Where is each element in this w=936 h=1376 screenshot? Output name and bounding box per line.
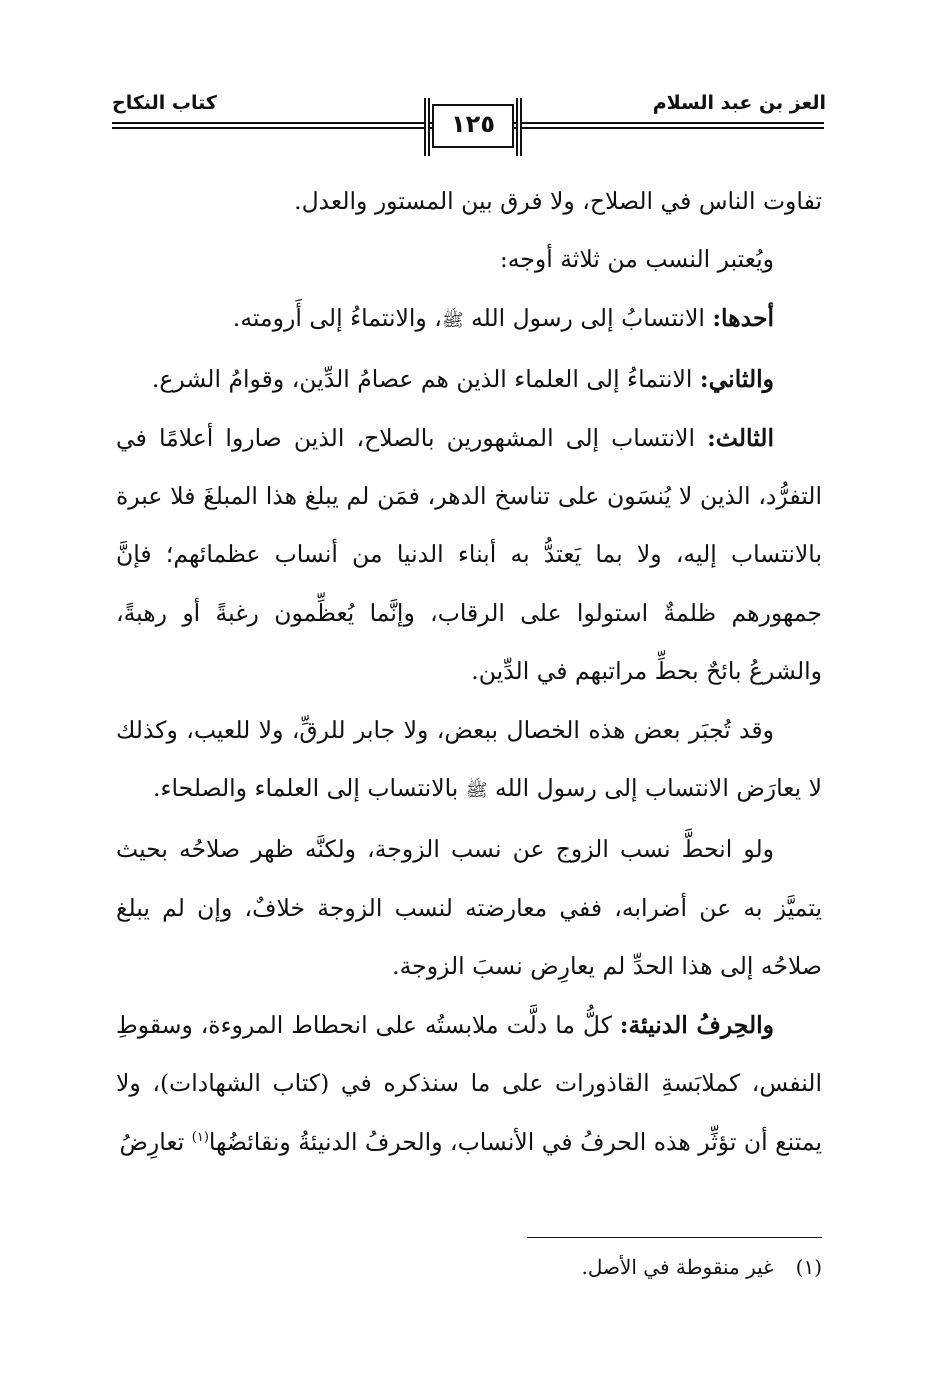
body-text	[116, 172, 822, 1171]
paragraph-6-text-a: وقد تُجبَر بعض هذه الخصال ببعض، ولا جابر للرقِّ، ولا للعيب، وكذلك لا يعارَض الانتساب إلى رسول الله	[116, 715, 822, 803]
page-number-frame	[432, 104, 514, 148]
page-number: ١٢٥	[451, 110, 495, 138]
header-chapter: كتاب النكاح	[112, 92, 217, 114]
paragraph-6-text-b: بالانتساب إلى العلماء والصلحاء.	[152, 774, 459, 803]
paragraph-5-label: الثالث:	[707, 423, 774, 452]
honorific-symbol: ﷺ	[465, 780, 488, 802]
footnote-reference: (١)	[191, 1129, 209, 1145]
paragraph-4-label: والثاني:	[699, 365, 774, 394]
paragraph-6	[116, 701, 822, 821]
paragraph-3	[116, 289, 822, 350]
paragraph-5	[116, 409, 822, 701]
footnote-text: غير منقوطة في الأصل.	[581, 1255, 774, 1279]
paragraph-8	[116, 996, 822, 1171]
paragraph-8-label: والحِرفُ الدنيئة:	[619, 1010, 774, 1039]
paragraph-3-text-a: الانتسابُ إلى رسول الله	[471, 303, 705, 332]
paragraph-4	[116, 350, 822, 408]
paragraph-8-text-b: تعارِضُ	[119, 1127, 185, 1156]
paragraph-5-text: الانتساب إلى المشهورين بالصلاح، الذين صاروا أعلامًا في التفرُّد، الذين لا يُنسَون على تناسخ الدهر، فمَن لم يبلغ هذا المبلغَ فلا عبرة بالانتساب إليه، ولا بما يَعتدُّ به أبناء الدنيا من أنساب عظمائهم؛ فإنَّ جمهورهم ظلمةٌ استولوا على الرقاب، وإنَّما يُعظِّمون رغبةً أو رهبةً، والشرعُ بائحٌ بحطِّ مراتبهم في الدِّين.	[116, 423, 822, 686]
footnote-number: (١)	[795, 1255, 822, 1279]
paragraph-3-label: أحدها:	[712, 303, 774, 332]
paragraph-4-text: الانتماءُ إلى العلماء الذين هم عصامُ الدِّين، وقوامُ الشرع.	[151, 365, 693, 394]
honorific-symbol: ﷺ	[441, 309, 464, 331]
paragraph-7: ولو انحطَّ نسب الزوج عن نسب الزوجة، ولكنَّه ظهر صلاحُه بحيث يتميَّز به عن أضرابه، ففي معارضته لنسب الزوجة خلافٌ، وإن لم يبلغ صلاحُه إلى هذا الحدِّ لم يعارِض نسبَ الزوجة.	[116, 835, 822, 981]
footnote-separator	[527, 1237, 822, 1238]
paragraph-1: تفاوت الناس في الصلاح، ولا فرق بين المستور والعدل.	[294, 187, 822, 215]
paragraph-8-text-a: كلُّ ما دلَّت ملابستُه على انحطاط المروءة، وسقوطِ النفس، كملابَسةِ القاذورات على ما سنذكره في (كتاب الشهادات)، ولا يمتنع أن تؤثِّر هذه الحرفُ في الأنساب، والحرفُ الدنيئةُ ونقائضُها	[116, 1010, 822, 1156]
paragraph-2: ويُعتبر النسب من ثلاثة أوجه:	[499, 245, 774, 274]
paragraph-3-text-b: ، والانتماءُ إلى أَرومته.	[232, 303, 442, 332]
header-author: العز بن عبد السلام	[652, 92, 826, 114]
footnote	[222, 1250, 822, 1284]
